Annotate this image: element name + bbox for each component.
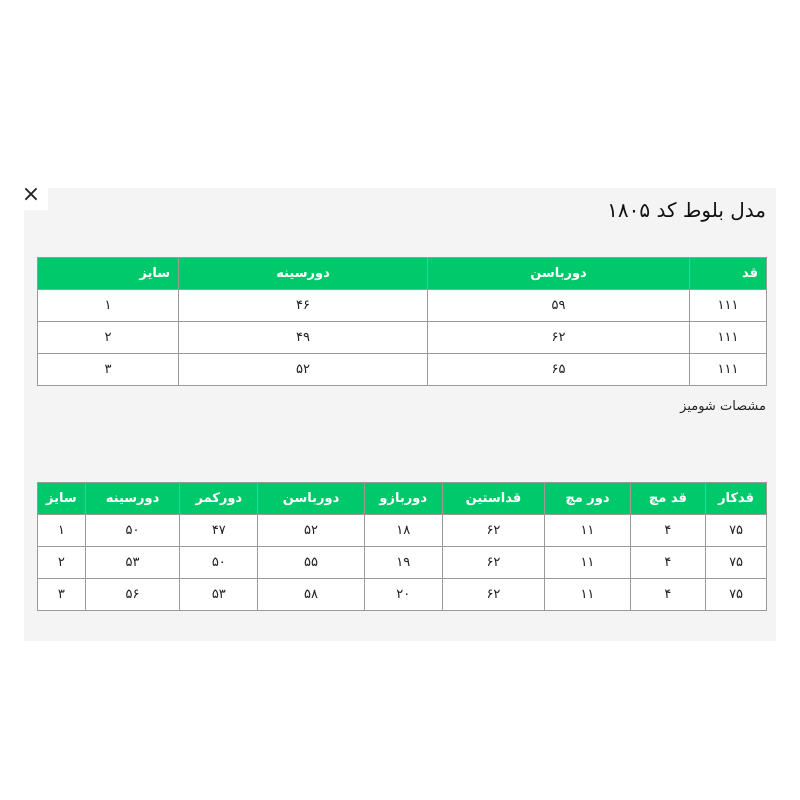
table-cell: ۱۱ — [545, 547, 630, 579]
table-header-row — [38, 258, 767, 290]
table-cell: ۲۰ — [364, 579, 442, 611]
column-header: دورباسن — [258, 483, 365, 515]
table-cell: ۶۵ — [428, 354, 690, 386]
section-label-blouse: مشصات شومیز — [680, 399, 766, 414]
table-cell: ۱۸ — [364, 515, 442, 547]
table-cell: ۴۶ — [179, 290, 428, 322]
table-cell: ۶۲ — [428, 322, 690, 354]
column-header: دور مچ — [545, 483, 630, 515]
table-row — [38, 354, 767, 386]
table-cell: ۵۲ — [258, 515, 365, 547]
size-chart-modal — [24, 188, 776, 641]
table-row — [38, 322, 767, 354]
table-cell: ۵۲ — [179, 354, 428, 386]
column-header: دورباسن — [428, 258, 690, 290]
column-header: سایز — [38, 258, 179, 290]
table-row — [38, 547, 767, 579]
table-cell: ۱ — [38, 290, 179, 322]
table-cell: ۱۱۱ — [690, 322, 767, 354]
table-cell: ۱۱ — [545, 579, 630, 611]
table-cell: ۱۱۱ — [690, 354, 767, 386]
table-row — [38, 290, 767, 322]
table-cell: ۴۹ — [179, 322, 428, 354]
table-cell: ۲ — [38, 322, 179, 354]
table-cell: ۵۵ — [258, 547, 365, 579]
table-cell: ۳ — [38, 579, 86, 611]
table-row — [38, 515, 767, 547]
table-cell: ۷۵ — [706, 547, 767, 579]
table-cell: ۷۵ — [706, 579, 767, 611]
column-header: دورکمر — [180, 483, 258, 515]
table-cell: ۶۲ — [442, 515, 545, 547]
table-cell: ۲ — [38, 547, 86, 579]
table-cell: ۵۳ — [180, 579, 258, 611]
table-cell: ۳ — [38, 354, 179, 386]
table-cell: ۵۹ — [428, 290, 690, 322]
table-cell: ۵۰ — [180, 547, 258, 579]
column-header: قداستین — [442, 483, 545, 515]
column-header: سایز — [38, 483, 86, 515]
table-header-row — [38, 483, 767, 515]
column-header: دورسینه — [179, 258, 428, 290]
table-cell: ۴۷ — [180, 515, 258, 547]
table-cell: ۶۲ — [442, 579, 545, 611]
table-cell: ۴ — [630, 515, 705, 547]
table-cell: ۴ — [630, 547, 705, 579]
close-icon: × — [21, 182, 41, 207]
table-cell: ۱۹ — [364, 547, 442, 579]
size-table-blouse — [37, 482, 767, 611]
table-cell: ۱۱۱ — [690, 290, 767, 322]
table-cell: ۶۲ — [442, 547, 545, 579]
column-header: قد مچ — [630, 483, 705, 515]
table-cell: ۵۸ — [258, 579, 365, 611]
page-title: مدل بلوط کد ۱۸۰۵ — [607, 198, 766, 222]
table-cell: ۵۰ — [85, 515, 180, 547]
column-header: دورسینه — [85, 483, 180, 515]
table-cell: ۷۵ — [706, 515, 767, 547]
column-header: دوربازو — [364, 483, 442, 515]
column-header: قدکار — [706, 483, 767, 515]
table-cell: ۵۳ — [85, 547, 180, 579]
table-cell: ۱ — [38, 515, 86, 547]
table-cell: ۱۱ — [545, 515, 630, 547]
close-button[interactable] — [14, 180, 48, 210]
table-row — [38, 579, 767, 611]
size-table-pants — [37, 257, 767, 386]
column-header: قد — [690, 258, 767, 290]
table-cell: ۴ — [630, 579, 705, 611]
table-cell: ۵۶ — [85, 579, 180, 611]
